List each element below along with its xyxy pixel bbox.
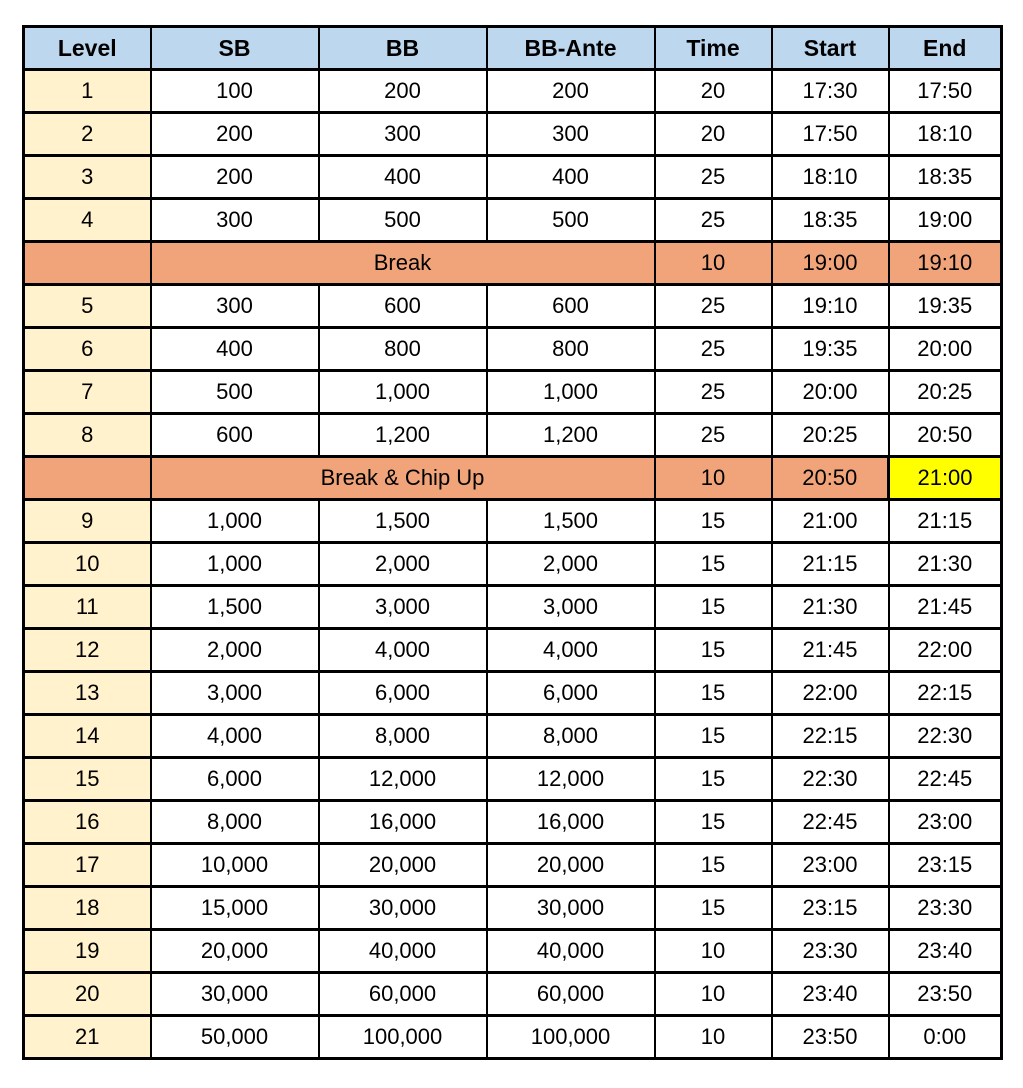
time-cell: 20: [655, 70, 772, 113]
level-cell: 7: [24, 371, 151, 414]
sb-cell: 1,000: [151, 500, 319, 543]
end-cell: 23:30: [889, 887, 1002, 930]
bb-cell: 500: [319, 199, 487, 242]
level-row: [24, 672, 1002, 715]
end-cell: 19:35: [889, 285, 1002, 328]
start-cell: 22:00: [772, 672, 889, 715]
start-cell: 21:30: [772, 586, 889, 629]
start-cell: 23:00: [772, 844, 889, 887]
break-row: [24, 457, 1002, 500]
end-cell: 22:15: [889, 672, 1002, 715]
start-cell: 17:50: [772, 113, 889, 156]
level-cell: 21: [24, 1016, 151, 1059]
level-row: [24, 70, 1002, 113]
sb-cell: 50,000: [151, 1016, 319, 1059]
level-cell: 10: [24, 543, 151, 586]
level-row: [24, 414, 1002, 457]
bb-cell: 20,000: [319, 844, 487, 887]
column-header-bb: BB: [319, 27, 487, 70]
level-cell: 18: [24, 887, 151, 930]
start-cell: 23:50: [772, 1016, 889, 1059]
start-cell: 23:30: [772, 930, 889, 973]
time-cell: 25: [655, 328, 772, 371]
end-cell: 20:50: [889, 414, 1002, 457]
sb-cell: 8,000: [151, 801, 319, 844]
time-cell: 10: [655, 1016, 772, 1059]
level-cell: 17: [24, 844, 151, 887]
bb-cell: 12,000: [319, 758, 487, 801]
start-cell: 20:00: [772, 371, 889, 414]
start-cell: 20:25: [772, 414, 889, 457]
level-row: [24, 543, 1002, 586]
start-cell: 21:00: [772, 500, 889, 543]
end-cell: 19:00: [889, 199, 1002, 242]
bb-ante-cell: 400: [487, 156, 655, 199]
bb-ante-cell: 500: [487, 199, 655, 242]
time-cell: 15: [655, 801, 772, 844]
sb-cell: 100: [151, 70, 319, 113]
bb-cell: 200: [319, 70, 487, 113]
time-cell: 15: [655, 715, 772, 758]
end-cell: 23:15: [889, 844, 1002, 887]
bb-ante-cell: 6,000: [487, 672, 655, 715]
level-row: [24, 973, 1002, 1016]
break-label-cell: Break: [151, 242, 655, 285]
bb-cell: 16,000: [319, 801, 487, 844]
break-start-cell: 20:50: [772, 457, 889, 500]
column-header-end: End: [889, 27, 1002, 70]
level-row: [24, 113, 1002, 156]
bb-ante-cell: 30,000: [487, 887, 655, 930]
end-cell: 22:00: [889, 629, 1002, 672]
level-cell: 19: [24, 930, 151, 973]
level-row: [24, 844, 1002, 887]
sb-cell: 15,000: [151, 887, 319, 930]
bb-ante-cell: 16,000: [487, 801, 655, 844]
break-time-cell: 10: [655, 457, 772, 500]
level-cell: 6: [24, 328, 151, 371]
bb-ante-cell: 20,000: [487, 844, 655, 887]
column-header-level: Level: [24, 27, 151, 70]
sb-cell: 1,500: [151, 586, 319, 629]
time-cell: 10: [655, 930, 772, 973]
sb-cell: 200: [151, 156, 319, 199]
bb-ante-cell: 3,000: [487, 586, 655, 629]
end-cell: 18:10: [889, 113, 1002, 156]
sb-cell: 3,000: [151, 672, 319, 715]
level-row: [24, 285, 1002, 328]
level-cell: 9: [24, 500, 151, 543]
bb-ante-cell: 100,000: [487, 1016, 655, 1059]
bb-cell: 800: [319, 328, 487, 371]
level-row: [24, 758, 1002, 801]
end-cell: 23:40: [889, 930, 1002, 973]
level-row: [24, 930, 1002, 973]
end-cell: 20:00: [889, 328, 1002, 371]
level-row: [24, 586, 1002, 629]
time-cell: 15: [655, 672, 772, 715]
bb-ante-cell: 300: [487, 113, 655, 156]
start-cell: 19:35: [772, 328, 889, 371]
start-cell: 21:15: [772, 543, 889, 586]
start-cell: 18:10: [772, 156, 889, 199]
sb-cell: 400: [151, 328, 319, 371]
level-row: [24, 887, 1002, 930]
break-start-cell: 19:00: [772, 242, 889, 285]
end-cell: 21:15: [889, 500, 1002, 543]
start-cell: 22:30: [772, 758, 889, 801]
bb-ante-cell: 200: [487, 70, 655, 113]
bb-cell: 8,000: [319, 715, 487, 758]
end-cell: 0:00: [889, 1016, 1002, 1059]
level-row: [24, 199, 1002, 242]
bb-ante-cell: 40,000: [487, 930, 655, 973]
level-cell: 11: [24, 586, 151, 629]
time-cell: 15: [655, 586, 772, 629]
time-cell: 15: [655, 543, 772, 586]
level-cell: 5: [24, 285, 151, 328]
bb-ante-cell: 2,000: [487, 543, 655, 586]
sb-cell: 10,000: [151, 844, 319, 887]
column-header-bb-ante: BB-Ante: [487, 27, 655, 70]
level-cell: 2: [24, 113, 151, 156]
level-cell: 16: [24, 801, 151, 844]
column-header-start: Start: [772, 27, 889, 70]
time-cell: 25: [655, 156, 772, 199]
start-cell: 18:35: [772, 199, 889, 242]
time-cell: 10: [655, 973, 772, 1016]
level-row: [24, 328, 1002, 371]
level-row: [24, 371, 1002, 414]
bb-cell: 6,000: [319, 672, 487, 715]
bb-ante-cell: 1,500: [487, 500, 655, 543]
sb-cell: 500: [151, 371, 319, 414]
bb-ante-cell: 4,000: [487, 629, 655, 672]
bb-ante-cell: 12,000: [487, 758, 655, 801]
end-cell: 18:35: [889, 156, 1002, 199]
level-row: [24, 629, 1002, 672]
level-cell: 8: [24, 414, 151, 457]
level-cell: 15: [24, 758, 151, 801]
column-header-time: Time: [655, 27, 772, 70]
level-cell: 14: [24, 715, 151, 758]
blind-structure-table: [22, 25, 1003, 1060]
sb-cell: 6,000: [151, 758, 319, 801]
sb-cell: 4,000: [151, 715, 319, 758]
end-cell: 22:30: [889, 715, 1002, 758]
break-time-cell: 10: [655, 242, 772, 285]
column-header-sb: SB: [151, 27, 319, 70]
sb-cell: 2,000: [151, 629, 319, 672]
break-end-cell: 21:00: [889, 457, 1002, 500]
sb-cell: 20,000: [151, 930, 319, 973]
time-cell: 15: [655, 758, 772, 801]
level-cell: 1: [24, 70, 151, 113]
level-row: [24, 500, 1002, 543]
end-cell: 23:50: [889, 973, 1002, 1016]
bb-cell: 30,000: [319, 887, 487, 930]
level-row: [24, 715, 1002, 758]
start-cell: 23:40: [772, 973, 889, 1016]
bb-ante-cell: 8,000: [487, 715, 655, 758]
level-row: [24, 1016, 1002, 1059]
bb-cell: 1,500: [319, 500, 487, 543]
end-cell: 17:50: [889, 70, 1002, 113]
time-cell: 25: [655, 199, 772, 242]
bb-ante-cell: 600: [487, 285, 655, 328]
time-cell: 20: [655, 113, 772, 156]
break-row: [24, 242, 1002, 285]
bb-ante-cell: 1,000: [487, 371, 655, 414]
level-cell: 20: [24, 973, 151, 1016]
sb-cell: 1,000: [151, 543, 319, 586]
time-cell: 25: [655, 285, 772, 328]
time-cell: 25: [655, 371, 772, 414]
sb-cell: 300: [151, 199, 319, 242]
break-label-cell: Break & Chip Up: [151, 457, 655, 500]
level-row: [24, 801, 1002, 844]
bb-ante-cell: 800: [487, 328, 655, 371]
level-row: [24, 156, 1002, 199]
time-cell: 15: [655, 887, 772, 930]
end-cell: 20:25: [889, 371, 1002, 414]
level-cell: 3: [24, 156, 151, 199]
time-cell: 15: [655, 844, 772, 887]
level-cell: 12: [24, 629, 151, 672]
bb-cell: 1,000: [319, 371, 487, 414]
time-cell: 15: [655, 500, 772, 543]
bb-cell: 300: [319, 113, 487, 156]
start-cell: 23:15: [772, 887, 889, 930]
start-cell: 22:45: [772, 801, 889, 844]
bb-cell: 40,000: [319, 930, 487, 973]
start-cell: 17:30: [772, 70, 889, 113]
sb-cell: 200: [151, 113, 319, 156]
bb-cell: 2,000: [319, 543, 487, 586]
bb-cell: 400: [319, 156, 487, 199]
bb-cell: 1,200: [319, 414, 487, 457]
break-level-cell: [24, 242, 151, 285]
bb-cell: 60,000: [319, 973, 487, 1016]
sb-cell: 30,000: [151, 973, 319, 1016]
start-cell: 22:15: [772, 715, 889, 758]
end-cell: 22:45: [889, 758, 1002, 801]
bb-cell: 100,000: [319, 1016, 487, 1059]
time-cell: 15: [655, 629, 772, 672]
bb-cell: 4,000: [319, 629, 487, 672]
start-cell: 21:45: [772, 629, 889, 672]
bb-ante-cell: 1,200: [487, 414, 655, 457]
header-row: [24, 27, 1002, 70]
level-cell: 4: [24, 199, 151, 242]
break-end-cell: 19:10: [889, 242, 1002, 285]
end-cell: 21:45: [889, 586, 1002, 629]
end-cell: 21:30: [889, 543, 1002, 586]
break-level-cell: [24, 457, 151, 500]
blind-table-body: [24, 70, 1002, 1059]
sb-cell: 600: [151, 414, 319, 457]
bb-cell: 600: [319, 285, 487, 328]
bb-cell: 3,000: [319, 586, 487, 629]
start-cell: 19:10: [772, 285, 889, 328]
sb-cell: 300: [151, 285, 319, 328]
bb-ante-cell: 60,000: [487, 973, 655, 1016]
end-cell: 23:00: [889, 801, 1002, 844]
level-cell: 13: [24, 672, 151, 715]
time-cell: 25: [655, 414, 772, 457]
